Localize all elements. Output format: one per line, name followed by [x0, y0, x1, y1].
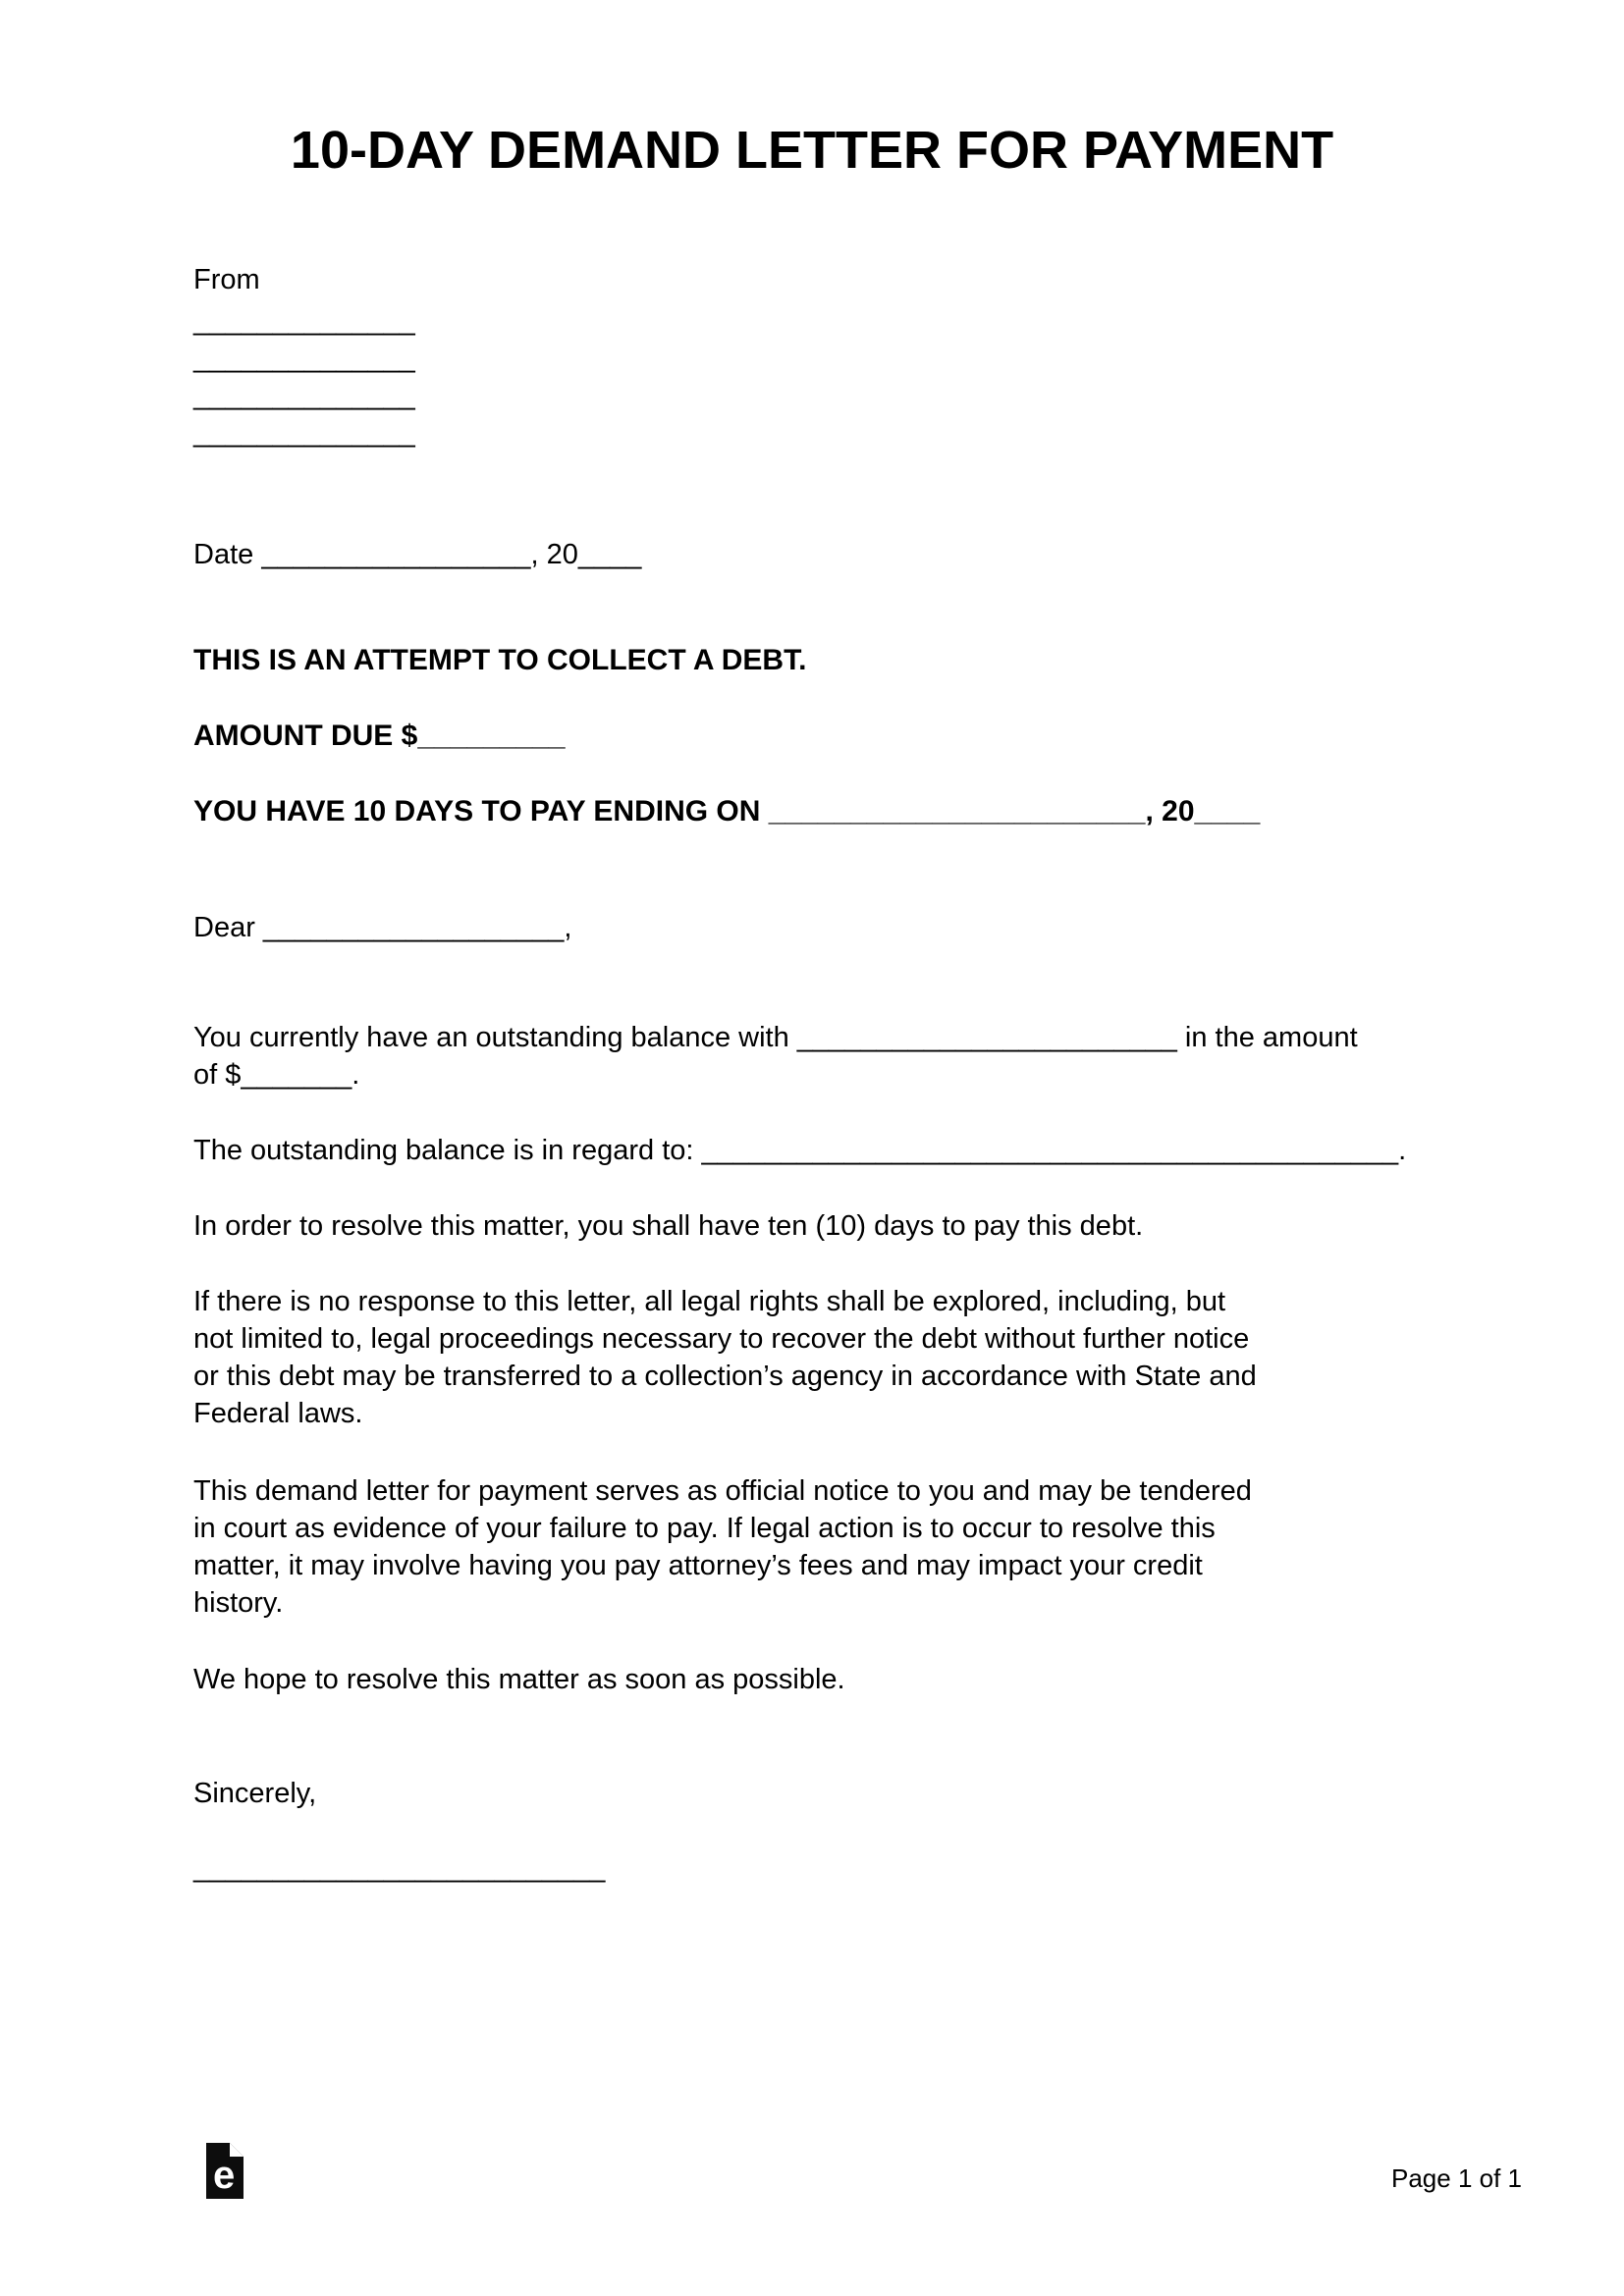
logo-letter: e: [213, 2154, 236, 2197]
from-label: From: [193, 264, 260, 295]
paragraph-line: not limited to, legal proceedings necessary to recover the debt without further notice: [193, 1323, 1250, 1355]
eforms-document-logo-icon: [206, 2143, 244, 2199]
from-blank-line-3: ______________: [193, 380, 415, 411]
paragraph-official-notice: [193, 1472, 1252, 1622]
date-line: Date _________________, 20____: [193, 539, 642, 570]
paragraph-regard-to: The outstanding balance is in regard to: ____________________________________________.: [193, 1135, 1407, 1166]
paragraph-hope-resolve: We hope to resolve this matter as soon as possible.: [193, 1664, 845, 1695]
paragraph-line: in court as evidence of your failure to pay. If legal action is to occur to resolve this: [193, 1513, 1216, 1544]
paragraph-line: This demand letter for payment serves as official notice to you and may be tendered: [193, 1475, 1252, 1507]
salutation-line: Dear ___________________,: [193, 912, 572, 943]
notice-deadline-line: YOU HAVE 10 DAYS TO PAY ENDING ON _______________________, 20____: [193, 795, 1261, 828]
notice-attempt-line: THIS IS AN ATTEMPT TO COLLECT A DEBT.: [193, 644, 807, 676]
paragraph-line: matter, it may involve having you pay attorney’s fees and may impact your credit: [193, 1550, 1203, 1581]
from-blank-line-2: ______________: [193, 343, 415, 374]
paragraph-line: If there is no response to this letter, all legal rights shall be explored, including, but: [193, 1286, 1226, 1317]
from-blank-line-1: ______________: [193, 305, 415, 337]
paragraph-line: You currently have an outstanding balance with ________________________ in the amount: [193, 1022, 1358, 1053]
closing-line: Sincerely,: [193, 1778, 317, 1809]
paragraph-line: Federal laws.: [193, 1398, 363, 1429]
signature-blank-line: __________________________: [193, 1852, 606, 1884]
paragraph-outstanding-balance: [193, 1019, 1358, 1094]
paragraph-line: of $_______.: [193, 1059, 360, 1091]
document-title: 10-DAY DEMAND LETTER FOR PAYMENT: [290, 121, 1334, 180]
page-number: Page 1 of 1: [1391, 2163, 1522, 2193]
notice-amount-due-line: AMOUNT DUE $_________: [193, 720, 566, 752]
paragraph-line: history.: [193, 1587, 284, 1619]
paragraph-line: or this debt may be transferred to a collection’s agency in accordance with State and: [193, 1361, 1257, 1392]
from-block: [193, 261, 415, 452]
paragraph-resolve-matter: In order to resolve this matter, you shall have ten (10) days to pay this debt.: [193, 1210, 1144, 1242]
paragraph-no-response: [193, 1283, 1257, 1432]
from-blank-line-4: ______________: [193, 417, 415, 449]
